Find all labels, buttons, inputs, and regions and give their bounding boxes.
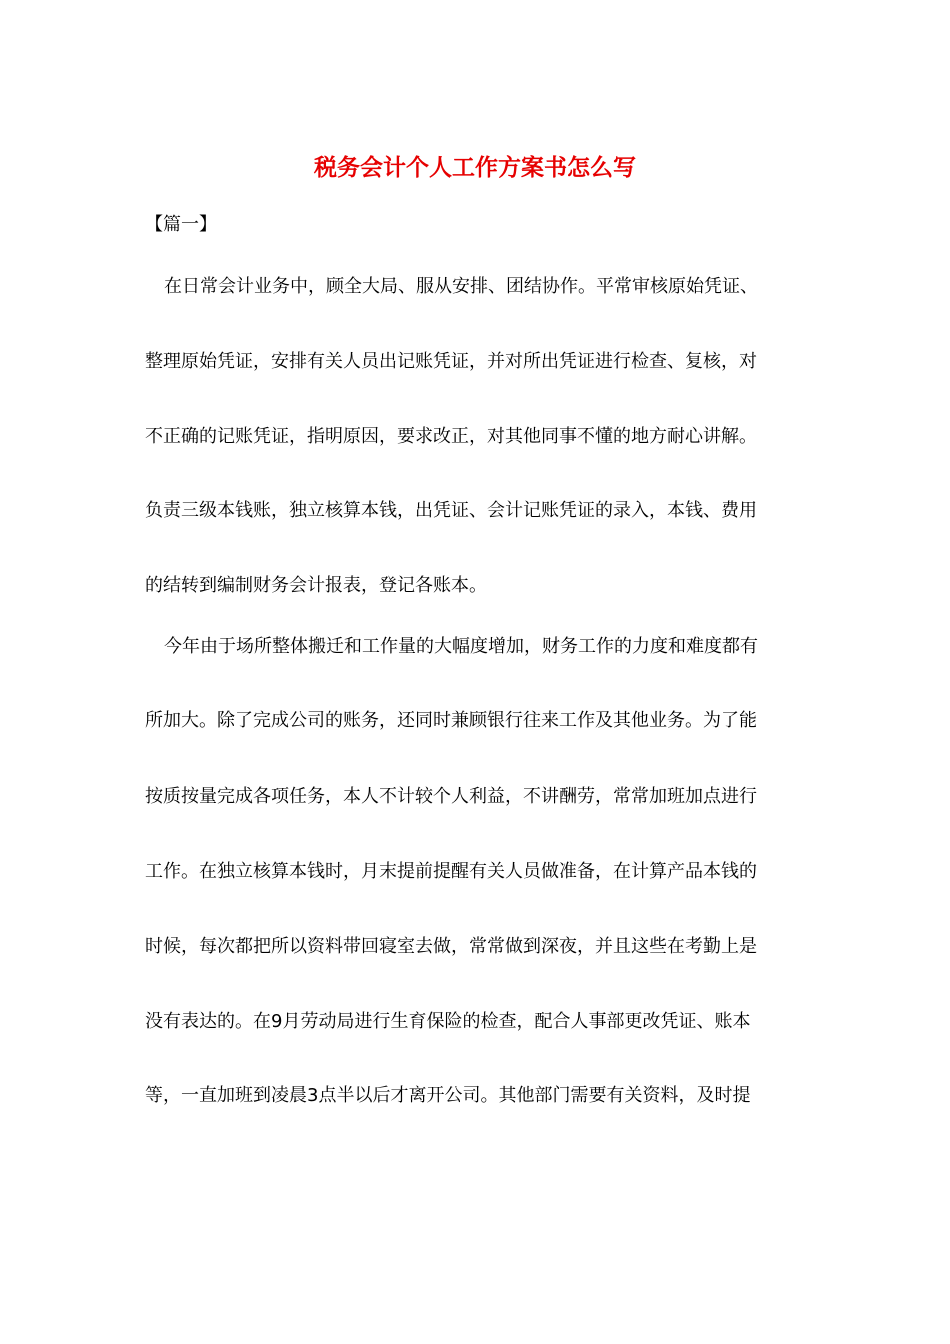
paragraph-1-line-2: 整理原始凭证，安排有关人员出记账凭证，并对所出凭证进行检查、复核，对 xyxy=(145,351,757,372)
paragraph-2-line-6: 没有表达的。在9月劳动局进行生育保险的检查，配合人事部更改凭证、账本 xyxy=(145,1011,751,1032)
paragraph-2-line-3: 按质按量完成各项任务，本人不计较个人利益，不讲酬劳，常常加班加点进行 xyxy=(145,786,757,807)
paragraph-1-line-4: 负责三级本钱账，独立核算本钱，出凭证、会计记账凭证的录入，本钱、费用 xyxy=(145,500,757,521)
paragraph-2-line-2: 所加大。除了完成公司的账务，还同时兼顾银行往来工作及其他业务。为了能 xyxy=(145,710,757,731)
document-title: 税务会计个人工作方案书怎么写 xyxy=(314,154,636,181)
paragraph-2-line-4: 工作。在独立核算本钱时，月末提前提醒有关人员做准备，在计算产品本钱的 xyxy=(145,861,757,882)
paragraph-1-line-5: 的结转到编制财务会计报表，登记各账本。 xyxy=(145,575,487,596)
paragraph-1-line-3: 不正确的记账凭证，指明原因，要求改正，对其他同事不懂的地方耐心讲解。 xyxy=(145,426,757,447)
paragraph-2-line-5: 时候，每次都把所以资料带回寝室去做，常常做到深夜，并且这些在考勤上是 xyxy=(145,936,757,957)
paragraph-1-line-1: 在日常会计业务中，顾全大局、服从安排、团结协作。平常审核原始凭证、 xyxy=(164,276,758,297)
paragraph-2-line-1: 今年由于场所整体搬迁和工作量的大幅度增加，财务工作的力度和难度都有 xyxy=(164,636,758,657)
section-label: 【篇一】 xyxy=(145,214,217,235)
paragraph-2-line-7: 等，一直加班到凌晨3点半以后才离开公司。其他部门需要有关资料，及时提 xyxy=(145,1085,751,1106)
